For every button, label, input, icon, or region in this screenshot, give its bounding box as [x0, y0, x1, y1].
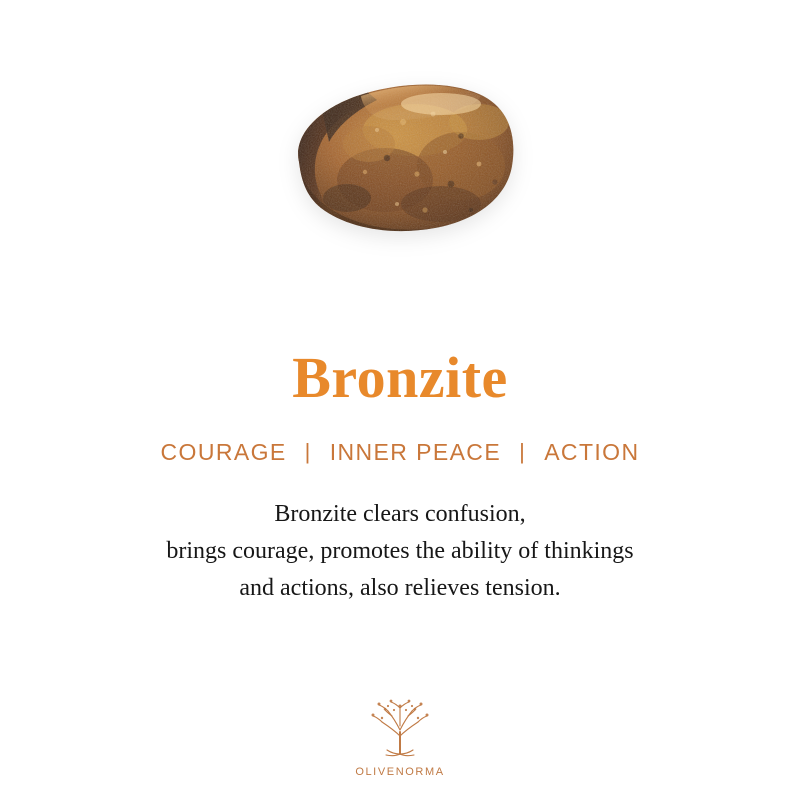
keyword-separator-1: | — [304, 439, 312, 465]
brand-name: OLIVENORMA — [355, 766, 445, 778]
stone-image-area — [0, 0, 800, 330]
description-line-3: and actions, also relieves tension. — [239, 575, 561, 602]
bronzite-stone-graphic — [265, 70, 535, 250]
stone-image — [265, 70, 535, 250]
description-line-2: brings courage, promotes the ability of thinkings — [166, 538, 634, 565]
keyword-separator-2: | — [519, 439, 527, 465]
keyword-courage: COURAGE — [160, 438, 287, 465]
description-text — [166, 496, 633, 608]
brand-logo — [0, 692, 800, 778]
description-line-1: Bronzite clears confusion, — [274, 500, 526, 527]
keyword-list — [157, 439, 644, 466]
keyword-action: ACTION — [544, 438, 640, 465]
keyword-inner-peace: INNER PEACE — [329, 438, 502, 465]
page-title: Bronzite — [292, 345, 508, 410]
tree-of-life-icon — [358, 692, 442, 764]
